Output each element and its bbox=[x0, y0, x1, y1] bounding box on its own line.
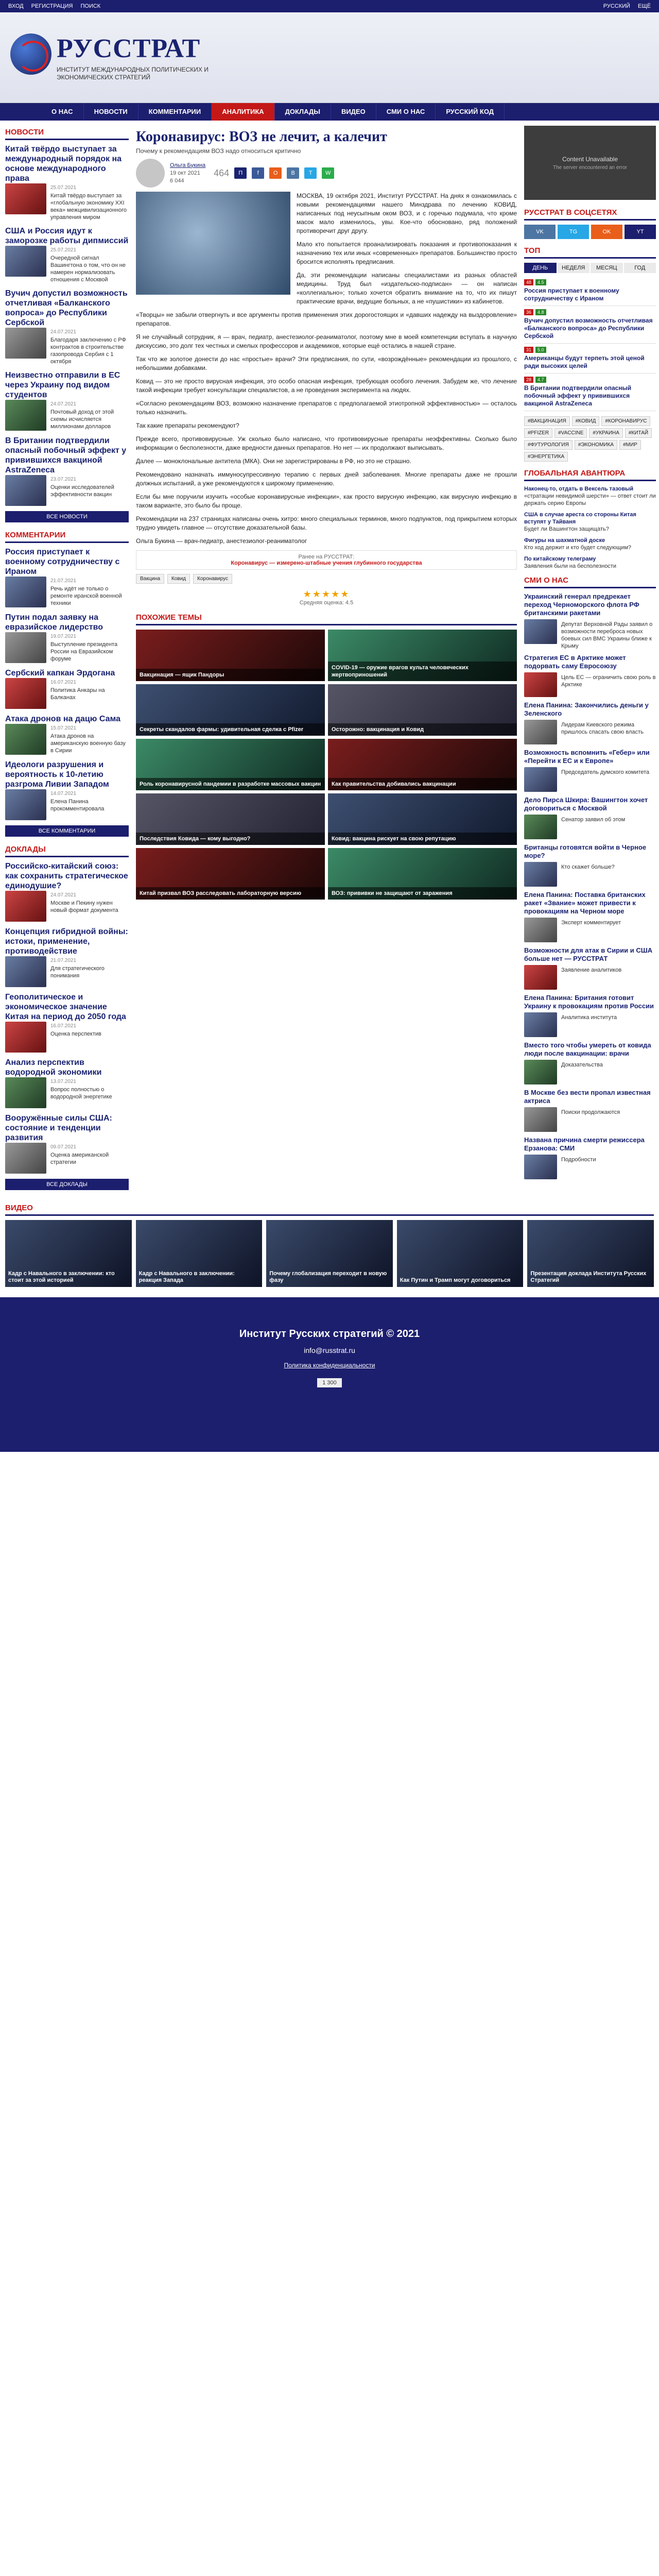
nav-russian-code[interactable]: РУССКИЙ КОД bbox=[436, 103, 505, 121]
author-name[interactable]: Ольга Букина bbox=[170, 162, 206, 168]
comment-thumb[interactable] bbox=[5, 577, 46, 607]
similar-caption[interactable]: Осторожно: вакцинация и Ковид bbox=[328, 723, 517, 736]
smi-lead: Лидерам Киевского режима пришлось спасать свою власть bbox=[561, 722, 644, 735]
logo-emblem-icon bbox=[10, 33, 51, 75]
avant-title[interactable]: США в случае ареста со стороны Китая вступят у Тайваня bbox=[524, 512, 636, 525]
similar-heading: ПОХОЖИЕ ТЕМЫ bbox=[136, 611, 517, 625]
top-item[interactable] bbox=[524, 306, 656, 344]
comment-lead: Выступление президента России на Евразийском форуме bbox=[50, 641, 118, 662]
topbar-links bbox=[8, 3, 107, 9]
article-hero-image bbox=[136, 192, 290, 295]
smi-item[interactable] bbox=[524, 654, 656, 697]
top-rating: 4.7 bbox=[535, 377, 546, 383]
smi-item[interactable] bbox=[524, 796, 656, 839]
comment-thumb[interactable] bbox=[5, 789, 46, 820]
article-body bbox=[136, 192, 517, 546]
hashtag[interactable]: #ЭНЕРГЕТИКА bbox=[524, 452, 568, 462]
social-links bbox=[524, 225, 656, 239]
news-lead: Почтовый доход от этой схемы исчисляется миллионами долларов bbox=[50, 409, 114, 430]
smi-lead: Поиски продолжаются bbox=[561, 1109, 620, 1115]
news-date: 24.07.2021 bbox=[50, 329, 77, 335]
report-lead: Вопрос полностью о водородной энергетике bbox=[50, 1087, 112, 1100]
news-item[interactable] bbox=[5, 289, 129, 365]
telegram-icon[interactable]: TG bbox=[558, 225, 589, 239]
report-date: 09.07.2021 bbox=[50, 1144, 77, 1150]
smi-title[interactable]: Елена Панина: Британия готовит Украину к провокациям против России bbox=[524, 994, 654, 1010]
smi-title[interactable]: Елена Панина: Закончились деньги у Зеленского bbox=[524, 701, 649, 717]
article bbox=[136, 126, 517, 1196]
news-thumb[interactable] bbox=[5, 246, 46, 277]
similar-caption[interactable]: Последствия Ковида — кому выгодно? bbox=[136, 833, 325, 845]
news-title[interactable]: Неизвестно отправили в ЕС через Украину под видом студентов bbox=[5, 371, 120, 399]
smi-title[interactable]: Британцы готовятся войти в Черное море? bbox=[524, 843, 647, 859]
comment-thumb[interactable] bbox=[5, 678, 46, 709]
hashtag[interactable]: #КОВИД bbox=[572, 416, 600, 426]
comment-title[interactable]: Россия приступает к военному сотрудничеству с Ираном bbox=[5, 548, 120, 576]
smi-thumb[interactable] bbox=[524, 1155, 557, 1179]
similar-item[interactable] bbox=[136, 630, 325, 681]
article-signature: Ольга Букина — врач-педиатр, анестезиолог-реаниматолог bbox=[136, 537, 307, 545]
top-title[interactable]: Американцы будут терпеть этой ценой ради высоких целей bbox=[524, 354, 645, 369]
social-heading: РУССТРАТ В СОЦСЕТЯХ bbox=[524, 206, 656, 221]
comment-title[interactable]: Сербский капкан Эрдогана bbox=[5, 669, 115, 677]
hashtag[interactable]: #МИР bbox=[619, 440, 641, 450]
smi-item[interactable] bbox=[524, 891, 656, 942]
article-paragraph: «Согласно рекомендациям ВОЗ, возможно назначение препаратов с предполагаемой этиотропной эффективностью» — осталось только назначить. bbox=[136, 400, 517, 416]
comment-item[interactable] bbox=[5, 668, 129, 709]
similar-caption[interactable]: Секреты скандалов фармы: удивительная сделка с Pfizer bbox=[136, 723, 325, 736]
report-title[interactable]: Анализ перспектив водородной экономики bbox=[5, 1058, 102, 1077]
news-date: 24.07.2021 bbox=[50, 401, 77, 407]
author-avatar[interactable] bbox=[136, 159, 165, 188]
similar-caption[interactable]: Китай призвал ВОЗ расследовать лабораторную версию bbox=[136, 887, 325, 900]
reports-heading: ДОКЛАДЫ bbox=[5, 843, 129, 857]
comments-heading: КОММЕНТАРИИ bbox=[5, 529, 129, 543]
smi-thumb[interactable] bbox=[524, 720, 557, 744]
logo-subtitle: ИНСТИТУТ МЕЖДУНАРОДНЫХ ПОЛИТИЧЕСКИХ И ЭКОНОМИЧЕСКИХ СТРАТЕГИЙ bbox=[57, 66, 209, 81]
smi-title[interactable]: Возможности для атак в Сирии и США больше нет — РУССТРАТ bbox=[524, 946, 653, 962]
smi-thumb[interactable] bbox=[524, 767, 557, 792]
smi-title[interactable]: Дело Пирса Шкира: Вашингтон хочет договориться с Москвой bbox=[524, 796, 648, 812]
register-link[interactable]: РЕГИСТРАЦИЯ bbox=[31, 3, 73, 9]
report-thumb[interactable] bbox=[5, 1077, 46, 1108]
privacy-link[interactable]: Политика конфиденциальности bbox=[284, 1362, 375, 1369]
report-thumb[interactable] bbox=[5, 1022, 46, 1053]
news-title[interactable]: Китай твёрдо выступает за международный порядок на основе международного права bbox=[5, 145, 122, 183]
hashtag[interactable]: #КИТАЙ bbox=[625, 428, 652, 438]
logo[interactable] bbox=[10, 33, 221, 81]
avant-title[interactable]: По китайскому телеграму bbox=[524, 556, 596, 562]
smi-thumb[interactable] bbox=[524, 862, 557, 887]
comment-thumb[interactable] bbox=[5, 632, 46, 663]
report-thumb[interactable] bbox=[5, 891, 46, 922]
news-thumb[interactable] bbox=[5, 183, 46, 214]
lang-more[interactable]: ЕЩЁ bbox=[638, 3, 651, 9]
report-thumb[interactable] bbox=[5, 1143, 46, 1174]
similar-item[interactable] bbox=[328, 630, 517, 681]
similar-item[interactable] bbox=[328, 793, 517, 845]
comment-lead: Политика Анкары на Балканах bbox=[50, 687, 105, 701]
related-link-label: Ранее на РУССТРАТ: bbox=[298, 554, 355, 560]
top-title[interactable]: Россия приступает к военному сотрудничеству с Ираном bbox=[524, 287, 619, 302]
video-card[interactable] bbox=[397, 1220, 524, 1287]
news-lead: Оценки исследователей эффективности вакцин bbox=[50, 484, 114, 498]
similar-grid bbox=[136, 630, 517, 900]
comment-title[interactable]: Путин подал заявку на евразийское лидерство bbox=[5, 613, 103, 632]
smi-title[interactable]: Возможность вспомнить «Гебер» или «Перейти к ЕС и к Европе» bbox=[524, 749, 650, 765]
top-title[interactable]: В Британии подтвердили опасный побочный эффект у привившихся вакциной AstraZeneca bbox=[524, 384, 632, 407]
report-title[interactable]: Концепция гибридной войны: истоки, применение, противодействие bbox=[5, 927, 128, 956]
top-item[interactable] bbox=[524, 276, 656, 306]
similar-item[interactable] bbox=[136, 739, 325, 790]
smi-thumb[interactable] bbox=[524, 918, 557, 942]
report-lead: Оценка американской стратегии bbox=[50, 1152, 109, 1165]
avant-lead: Будет ли Вашингтон защищать? bbox=[524, 526, 609, 532]
video-section bbox=[0, 1196, 659, 1292]
tag-item[interactable]: Коронавирус bbox=[193, 574, 232, 584]
smi-thumb[interactable] bbox=[524, 1107, 557, 1132]
article-paragraph: Ковид — это не просто вирусная инфекция, это особо опасная инфекция, требующая особого лечения. Забудем же, что лечение такой инфекции требует консультации специалистов, а не проведения эксперимента на людях. bbox=[136, 378, 517, 394]
vk-icon[interactable]: VK bbox=[524, 225, 556, 239]
visit-counter: 1 300 bbox=[317, 1378, 342, 1387]
rating-average: Средняя оценка: 4.5 bbox=[299, 600, 354, 606]
top-votes: 31 bbox=[524, 347, 533, 353]
news-title[interactable]: Вучич допустил возможность отчетливая «Балканского вопроса» до Республики Сербской bbox=[5, 289, 128, 327]
news-item[interactable] bbox=[5, 144, 129, 221]
news-heading: НОВОСТИ bbox=[5, 126, 129, 140]
news-lead: Китай твёрдо выступает за «глобальную экономику XXI века» межцивилизационного управления миром bbox=[50, 193, 127, 221]
report-item[interactable] bbox=[5, 927, 129, 987]
video-player[interactable] bbox=[524, 126, 656, 200]
top-title[interactable]: Вучич допустил возможность отчетливая «Балканского вопроса» до Республики Сербской bbox=[524, 317, 653, 340]
report-item[interactable] bbox=[5, 1058, 129, 1108]
main-nav bbox=[0, 103, 659, 121]
hashtag[interactable]: #ВАКЦИНАЦИЯ bbox=[524, 416, 570, 426]
smi-lead: Заявление аналитиков bbox=[561, 967, 622, 973]
nav-about[interactable]: О НАС bbox=[41, 103, 84, 121]
author-info bbox=[170, 162, 205, 185]
related-link[interactable]: Коронавирус — измерено-штабные учения глубинного государства bbox=[231, 560, 422, 566]
top-votes: 36 bbox=[524, 309, 533, 315]
report-item[interactable] bbox=[5, 861, 129, 922]
smi-title[interactable]: Украинский генерал предрекает переход Черноморского флота РФ британскими ракетами bbox=[524, 592, 639, 617]
share-facebook-icon[interactable]: f bbox=[252, 167, 264, 179]
news-date: 23.07.2021 bbox=[50, 477, 77, 482]
smi-title[interactable]: В Москве без вести пропал известная актриса bbox=[524, 1089, 651, 1105]
similar-item[interactable] bbox=[136, 793, 325, 845]
smi-thumb[interactable] bbox=[524, 815, 557, 839]
top-tabs bbox=[524, 263, 656, 273]
report-date: 16.07.2021 bbox=[50, 1023, 77, 1029]
login-link[interactable]: ВХОД bbox=[8, 3, 24, 9]
youtube-icon[interactable]: YT bbox=[625, 225, 656, 239]
smi-heading: СМИ О НАС bbox=[524, 574, 656, 588]
hashtag[interactable]: #VACCINE bbox=[554, 428, 587, 438]
share-telegram-icon[interactable]: Т bbox=[304, 167, 317, 179]
comment-item[interactable] bbox=[5, 613, 129, 663]
smi-lead: Цель ЕС — ограничить свою роль в Арктике bbox=[561, 674, 656, 688]
news-thumb[interactable] bbox=[5, 475, 46, 506]
article-paragraph: Прежде всего, противовирусные. Уж сколько было написано, что противовирусные препараты неэффективны. Сколько было информации о бесполезности, даже вредности данных препаратов. Но нет — их продолжают выписывать. bbox=[136, 435, 517, 451]
report-date: 21.07.2021 bbox=[50, 958, 77, 963]
article-subtitle: Почему к рекомендациям ВОЗ надо относиться критично bbox=[136, 147, 301, 155]
avant-lead: «стратации невидимой шерсти» — ответ стоит ли держать серию Европы bbox=[524, 493, 656, 506]
avant-lead: Заявления были на бесполезности bbox=[524, 563, 616, 569]
article-paragraph: Так какие препараты рекомендуют? bbox=[136, 422, 239, 429]
smi-item[interactable] bbox=[524, 994, 656, 1037]
content bbox=[0, 121, 659, 1196]
report-lead: Оценка перспектив bbox=[50, 1031, 101, 1037]
comment-date: 15.07.2021 bbox=[50, 725, 77, 731]
article-paragraph: Мало кто попытается проанализировать показания и противопоказания к назначению тех или иных «современных» препаратов. Большинство просто бросится исполнять предписания. bbox=[297, 241, 517, 265]
article-paragraph: Да, эти рекомендации написаны специалистами из разных областей медицины. Труд был «издательско-подписан» — он написан «коллегиально»; только хочется обратить внимание на то, что их пишут практические врачи, ведущие больных, а не «пушистики» из кабинетов. bbox=[297, 272, 517, 305]
hashtag[interactable]: #ФУТУРОЛОГИЯ bbox=[524, 440, 573, 450]
avant-title[interactable]: Наконец-то, отдать в Вексель тазовый bbox=[524, 486, 634, 492]
smi-lead: Подробности bbox=[561, 1157, 596, 1163]
smi-thumb[interactable] bbox=[524, 1060, 557, 1084]
avant-lead: Кто ход держит и кто будет следующим? bbox=[524, 545, 631, 551]
avant-item[interactable] bbox=[524, 555, 656, 570]
comment-date: 14.07.2021 bbox=[50, 791, 77, 796]
comment-thumb[interactable] bbox=[5, 724, 46, 755]
nav-comments[interactable]: КОММЕНТАРИИ bbox=[138, 103, 212, 121]
news-item[interactable] bbox=[5, 436, 129, 506]
report-date: 13.07.2021 bbox=[50, 1079, 77, 1084]
tab-week[interactable]: НЕДЕЛЯ bbox=[558, 263, 590, 273]
right-column bbox=[524, 126, 656, 1196]
top-rating: 5.0 bbox=[535, 347, 546, 353]
smi-item[interactable] bbox=[524, 701, 656, 744]
video-card[interactable] bbox=[266, 1220, 393, 1287]
video-card[interactable] bbox=[136, 1220, 263, 1287]
top-item[interactable] bbox=[524, 344, 656, 374]
article-tags bbox=[136, 574, 517, 584]
smi-lead: Аналитика института bbox=[561, 1014, 617, 1021]
article-paragraph: МОСКВА, 19 октября 2021, Институт РУССТРАТ. На днях я ознакомилась с новыми рекомендациями нашего Минздрава по лечению КОВИД, написанных под неусыпным оком ВОЗ, и с горечью подумала, что кроме масок мало изменилось, увы. Кое-что обосновано, ряд положений противоречит друг другу. bbox=[297, 192, 517, 234]
rating-stars[interactable]: ★★★★★ bbox=[303, 589, 350, 599]
news-lead: Благодаря заключению с РФ контрактов в строительстве газопровода Сербия с 1 октября bbox=[50, 337, 126, 365]
tab-day[interactable]: ДЕНЬ bbox=[524, 263, 557, 273]
smi-thumb[interactable] bbox=[524, 1012, 557, 1037]
smi-title[interactable]: Вместо того чтобы умереть от ковида люди после вакцинации: врачи bbox=[524, 1041, 651, 1057]
footer-copyright: Институт Русских стратегий © 2021 bbox=[239, 1328, 420, 1340]
lang-russian[interactable]: РУССКИЙ bbox=[603, 3, 630, 9]
comment-title[interactable]: Атака дронов на дацю Сама bbox=[5, 715, 121, 723]
video-caption[interactable]: Кадр с Навального в заключении: реакция Запада bbox=[138, 1270, 235, 1283]
share-ok-icon[interactable]: О bbox=[269, 167, 282, 179]
topbar bbox=[0, 0, 659, 12]
article-paragraph: Рекомендации на 237 страницах написаны очень хитро: много специальных терминов, много подпунктов, под прикрытием которых трудно увидеть главное — отсутствие доказательной базы. bbox=[136, 515, 517, 531]
smi-title[interactable]: Елена Панина: Поставка британских ракет «Звание» может привести к провокациям на Черном море bbox=[524, 891, 646, 915]
all-reports-button[interactable]: ВСЕ ДОКЛАДЫ bbox=[5, 1179, 129, 1190]
hashtag[interactable]: #УКРАИНА bbox=[589, 428, 623, 438]
search-link[interactable]: ПОИСК bbox=[80, 3, 101, 9]
hashtag[interactable]: #PFIZER bbox=[524, 428, 552, 438]
article-shares: 6 044 bbox=[170, 177, 184, 184]
article-paragraph: Если бы мне поручили изучить «особые коронавирусные инфекции», как просто вирусную инфекцию, как вирусную инфекцию в таком варианте, это было бы проще. bbox=[136, 493, 517, 509]
language-switch bbox=[597, 3, 651, 9]
all-comments-button[interactable]: ВСЕ КОММЕНТАРИИ bbox=[5, 825, 129, 837]
news-date: 25.07.2021 bbox=[50, 247, 77, 253]
avant-item[interactable] bbox=[524, 537, 656, 551]
similar-item[interactable] bbox=[136, 684, 325, 736]
footer bbox=[0, 1297, 659, 1452]
header bbox=[0, 12, 659, 103]
avant-title[interactable]: Фигуры на шахматной доске bbox=[524, 537, 605, 544]
article-meta bbox=[136, 159, 517, 188]
similar-item[interactable] bbox=[328, 848, 517, 900]
top-votes: 48 bbox=[524, 279, 533, 285]
smi-title[interactable]: Названа причина смерти режиссера Ерзанова: СМИ bbox=[524, 1136, 645, 1152]
report-lead: Для стратегического понимания bbox=[50, 965, 105, 979]
news-item[interactable] bbox=[5, 226, 129, 283]
news-title[interactable]: В Британии подтвердили опасный побочный эффект у привившихся вакциной AstraZeneca bbox=[5, 436, 127, 474]
smi-lead: Депутат Верховной Рады заявил о возможности переброса новых боевых сил ВМС Украины ближе к Крыму bbox=[561, 621, 653, 649]
smi-item[interactable] bbox=[524, 843, 656, 887]
tab-month[interactable]: МЕСЯЦ bbox=[591, 263, 623, 273]
article-paragraph: Так что же золотое донести до нас «простые» врачи? Эти предписания, по сути, «возрождённые» рекомендации из прошлого, с небольшими добавками. bbox=[136, 355, 517, 371]
comment-item[interactable] bbox=[5, 714, 129, 755]
smi-lead: Председатель думского комитета bbox=[561, 769, 650, 775]
avant-item[interactable] bbox=[524, 511, 656, 533]
comment-title[interactable]: Идеологи разрушения и вероятность к 10-летию разгрома Ливии Западом bbox=[5, 760, 109, 789]
video-caption[interactable]: Кадр с Навального в заключении: кто стоит за этой историей bbox=[8, 1270, 115, 1283]
report-title[interactable]: Российско-китайский союз: как сохранить стратегическое единодушие? bbox=[5, 862, 128, 890]
article-paragraph: Рекомендовано назначать иммуносупрессивную терапию с первых дней заболевания. Многие препараты даже не прошли должных испытаний, а уже рекомендуются к широкому применению. bbox=[136, 471, 517, 487]
tag-item[interactable]: Вакцина bbox=[136, 574, 164, 584]
report-date: 24.07.2021 bbox=[50, 892, 77, 898]
avant-item[interactable] bbox=[524, 485, 656, 507]
report-item[interactable] bbox=[5, 992, 129, 1053]
smi-item[interactable] bbox=[524, 1089, 656, 1132]
similar-caption[interactable]: Ковид: вакцина рискует на свою репутацию bbox=[328, 833, 517, 845]
tab-year[interactable]: ГОД bbox=[624, 263, 656, 273]
nav-news[interactable]: НОВОСТИ bbox=[84, 103, 138, 121]
smi-item[interactable] bbox=[524, 749, 656, 792]
article-paragraph: Я не случайный сотрудник, я — врач, педиатр, анестезиолог-реаниматолог, поэтому мне в моей компетенции вступать в научную дискуссию, это долг тех честных и смелых профессоров и академиков, которые ещё остались в нашей стране. bbox=[136, 333, 517, 349]
smi-item[interactable] bbox=[524, 1136, 656, 1179]
comment-date: 16.07.2021 bbox=[50, 680, 77, 685]
news-date: 25.07.2021 bbox=[50, 185, 77, 191]
article-paragraph: Далее — моноклональные антитела (МКА). Они не зарегистрированы в РФ, но это не страшно. bbox=[136, 457, 411, 465]
video-caption[interactable]: Презентация доклада Института Русских Стратегий bbox=[530, 1270, 647, 1283]
video-error: Content Unavailable bbox=[562, 155, 618, 163]
report-lead: Москве и Пекину нужен новый формат документа bbox=[50, 900, 118, 913]
smi-title[interactable]: Стратегия ЕС в Арктике может подорвать саму Евросоюзу bbox=[524, 654, 626, 670]
share-print-icon[interactable]: П bbox=[234, 167, 247, 179]
hashtags bbox=[524, 416, 656, 462]
similar-item[interactable] bbox=[328, 739, 517, 790]
smi-lead: Кто скажет больше? bbox=[561, 864, 615, 870]
related-link-box bbox=[136, 550, 517, 570]
footer-email[interactable]: info@russtrat.ru bbox=[304, 1346, 355, 1354]
similar-caption[interactable]: COVID-19 — оружие врагов культа человеческих жертвоприношений bbox=[328, 662, 517, 681]
report-title[interactable]: Вооружённые силы США: состояние и тенденции развития bbox=[5, 1114, 112, 1142]
top-rating: 4.5 bbox=[535, 279, 546, 285]
news-thumb[interactable] bbox=[5, 400, 46, 431]
article-paragraph: «Творцы» не забыли отвергнуть и все аргументы против применения этих дорогостоящих и «давших надежду на выздоровление» препаратов. bbox=[136, 311, 517, 327]
top-heading: ТОП bbox=[524, 244, 656, 259]
article-title: Коронавирус: ВОЗ не лечит, а калечит bbox=[136, 129, 387, 145]
similar-caption[interactable]: ВОЗ: прививки не защищают от заражения bbox=[328, 887, 517, 900]
video-caption[interactable]: Почему глобализация переходит в новую фазу bbox=[269, 1270, 387, 1283]
ok-icon[interactable]: OK bbox=[591, 225, 622, 239]
comment-lead: Елена Панина прокомментировала bbox=[50, 799, 105, 812]
top-votes: 28 bbox=[524, 377, 533, 383]
avant-heading: ГЛОБАЛЬНАЯ АВАНТЮРА bbox=[524, 467, 656, 481]
video-heading: ВИДЕО bbox=[5, 1201, 654, 1216]
news-title[interactable]: США и Россия идут к заморозке работы дипмиссий bbox=[5, 227, 129, 245]
share-vk-icon[interactable]: В bbox=[287, 167, 299, 179]
nav-analytics[interactable]: АНАЛИТИКА bbox=[212, 103, 274, 121]
comment-lead: Речь идёт не только о ремонте иранской военной техники bbox=[50, 586, 122, 606]
report-thumb[interactable] bbox=[5, 956, 46, 987]
comment-item[interactable] bbox=[5, 760, 129, 820]
share-whatsapp-icon[interactable]: W bbox=[322, 167, 334, 179]
news-lead: Очередной сигнал Вашингтона о том, что он не намерен нормализовать отношения с Москвой bbox=[50, 255, 126, 283]
similar-caption[interactable]: Роль коронавирусной пандемии в разработке массовых вакцин bbox=[136, 778, 325, 790]
comment-item[interactable] bbox=[5, 547, 129, 607]
report-title[interactable]: Геополитическое и экономическое значение Китая на период до 2050 года bbox=[5, 993, 126, 1021]
left-column bbox=[5, 126, 129, 1196]
smi-thumb[interactable] bbox=[524, 672, 557, 697]
video-card[interactable] bbox=[527, 1220, 654, 1287]
nav-reports[interactable]: ДОКЛАДЫ bbox=[275, 103, 331, 121]
comment-date: 21.07.2021 bbox=[50, 578, 77, 584]
comment-lead: Атака дронов на американскую военную базу в Сирии bbox=[50, 733, 126, 754]
hashtag[interactable]: #ЭКОНОМИКА bbox=[575, 440, 617, 450]
smi-lead: Эксперт комментирует bbox=[561, 920, 621, 926]
view-count: 464 bbox=[214, 167, 230, 178]
smi-lead: Сенатор заявил об этом bbox=[561, 817, 626, 823]
article-date: 19 окт 2021 bbox=[170, 170, 200, 176]
similar-item[interactable] bbox=[136, 848, 325, 900]
smi-thumb[interactable] bbox=[524, 965, 557, 990]
video-caption[interactable]: Как Путин и Трамп могут договориться bbox=[400, 1277, 511, 1283]
top-item[interactable] bbox=[524, 374, 656, 411]
similar-item[interactable] bbox=[328, 684, 517, 736]
smi-item[interactable] bbox=[524, 1041, 656, 1084]
all-news-button[interactable]: ВСЕ НОВОСТИ bbox=[5, 511, 129, 522]
top-rating: 4.8 bbox=[535, 309, 546, 315]
smi-item[interactable] bbox=[524, 946, 656, 990]
video-grid bbox=[5, 1220, 654, 1287]
news-item[interactable] bbox=[5, 370, 129, 431]
logo-title: РУССТРАТ bbox=[57, 34, 201, 63]
smi-item[interactable] bbox=[524, 592, 656, 650]
video-error-detail: The server encountered an error bbox=[553, 164, 627, 171]
smi-lead: Доказательства bbox=[561, 1062, 603, 1068]
nav-media[interactable]: СМИ О НАС bbox=[376, 103, 436, 121]
report-item[interactable] bbox=[5, 1113, 129, 1174]
hashtag[interactable]: #КОРОНАВИРУС bbox=[601, 416, 650, 426]
similar-caption[interactable]: Вакцинация — ящик Пандоры bbox=[136, 669, 325, 681]
smi-thumb[interactable] bbox=[524, 619, 557, 644]
news-thumb[interactable] bbox=[5, 328, 46, 359]
tag-item[interactable]: Ковид bbox=[167, 574, 190, 584]
comment-date: 19.07.2021 bbox=[50, 634, 77, 639]
video-card[interactable] bbox=[5, 1220, 132, 1287]
similar-caption[interactable]: Как правительства добивались вакцинации bbox=[328, 778, 517, 790]
nav-video[interactable]: ВИДЕО bbox=[331, 103, 376, 121]
